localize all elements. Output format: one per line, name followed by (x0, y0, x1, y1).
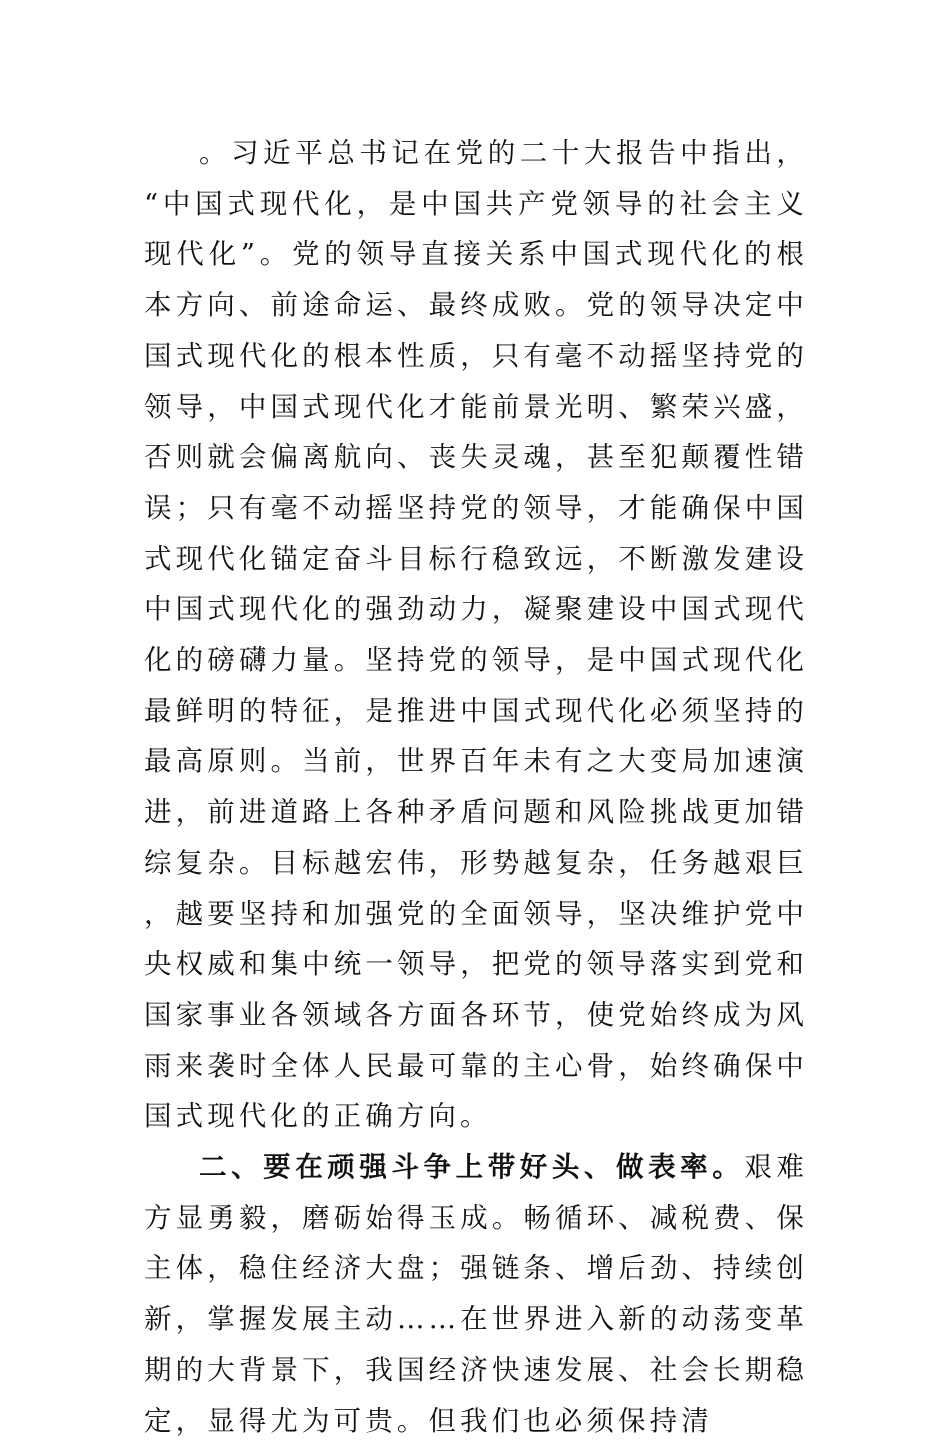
body-paragraph-1: 。习近平总书记在党的二十大报告中指出，“中国式现代化，是中国共产党领导的社会主义现代化”。党的领导直接关系中国式现代化的根本方向、前途命运、最终成败。党的领导决定中国式现代化的根本性质，只有毫不动摇坚持党的领导，中国式现代化才能前景光明、繁荣兴盛，否则就会偏离航向、丧失灵魂，甚至犯颠覆性错误；只有毫不动摇坚持党的领导，才能确保中国式现代化锚定奋斗目标行稳致远，不断激发建设中国式现代化的强劲动力，凝聚建设中国式现代化的磅礴力量。坚持党的领导，是中国式现代化最鲜明的特征，是推进中国式现代化必须坚持的最高原则。当前，世界百年未有之大变局加速演进，前进道路上各种矛盾问题和风险挑战更加错综复杂。目标越宏伟，形势越复杂，任务越艰巨，越要坚持和加强党的全面领导，坚决维护党中央权威和集中统一领导，把党的领导落实到党和国家事业各领域各方面各环节，使党始终成为风雨来袭时全体人民最可靠的主心骨，始终确保中国式现代化的正确方向。 (144, 137, 808, 1133)
section-body-2: 艰难方显勇毅，磨砺始得玉成。畅循环、减税费、保主体，稳住经济大盘；强链条、增后劲、持续创新，掌握发展主动……在世界进入新的动荡变革期的大背景下，我国经济快速发展、社会长期稳定，显得尤为可贵。但我们也必须保持清 (144, 1151, 809, 1437)
section-heading-2: 二、要在顽强斗争上带好头、做表率。 (199, 1151, 745, 1184)
body-paragraph-2 (144, 1142, 808, 1446)
document-page (144, 128, 808, 1446)
